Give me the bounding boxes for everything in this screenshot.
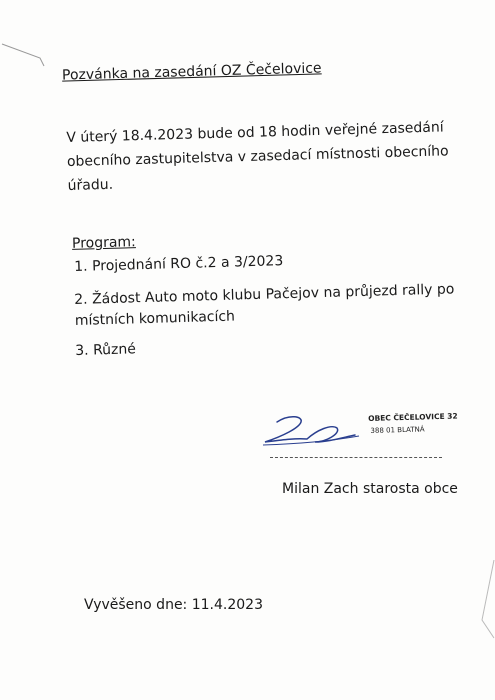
stamp-line-1: OBEC ČEČELOVICE 32	[368, 411, 458, 423]
scan-edge-mark	[470, 560, 495, 640]
posted-date: Vyvěšeno dne: 11.4.2023	[84, 597, 263, 613]
intro-line-3: úřadu.	[67, 176, 114, 194]
intro-paragraph	[66, 115, 448, 198]
program-item-1	[74, 251, 284, 278]
program-item-3-line-1: 3. Různé	[75, 341, 137, 359]
program-item-3	[75, 339, 136, 362]
program-item-1-line-1: 1. Projednání RO č.2 a 3/2023	[74, 253, 284, 275]
handwritten-signature	[255, 408, 365, 453]
signature-line	[270, 457, 442, 458]
document-title: Pozvánka na zasedání OZ Čečelovice	[61, 60, 322, 84]
program-heading: Program:	[71, 234, 137, 252]
official-stamp	[368, 410, 458, 436]
scan-corner-mark	[0, 40, 60, 70]
program-item-2-line-1: 2. Žádost Auto moto klubu Pačejov na průjezd rally po	[74, 281, 455, 308]
program-item-2-line-2: místních komunikacích	[74, 308, 236, 329]
intro-line-1: V úterý 18.4.2023 bude od 18 hodin veřejné zasedání	[66, 119, 444, 146]
signer-name: Milan Zach starosta obce	[282, 481, 458, 497]
stamp-line-2: 388 01 BLATNÁ	[370, 425, 425, 435]
program-item-2	[74, 279, 455, 332]
intro-line-2: obecního zastupitelstva v zasedací místnosti obecního	[66, 143, 449, 170]
